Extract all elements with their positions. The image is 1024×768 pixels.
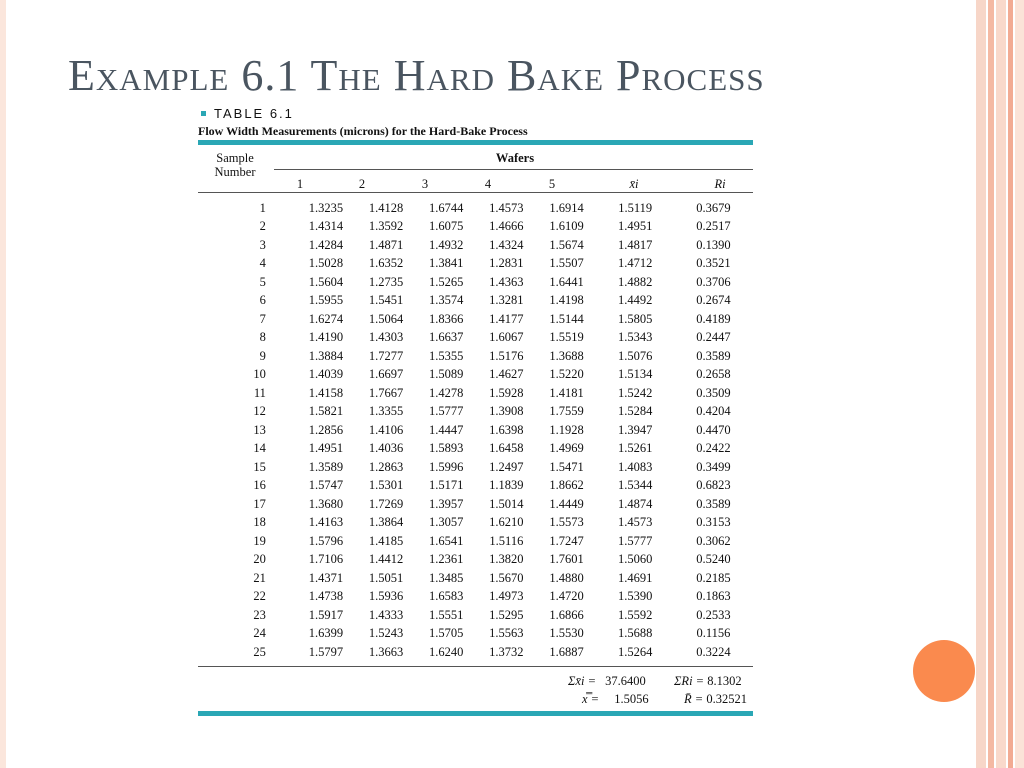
table-cell: 1.1839: [489, 478, 524, 493]
table-row: [198, 199, 753, 218]
table-cell: 1.7247: [549, 533, 584, 548]
table-row: [198, 384, 753, 403]
sum-range: ΣRi = 8.1302: [674, 673, 742, 688]
sample-number-cell: 17: [253, 496, 266, 511]
table-cell: 1.4324: [489, 237, 524, 252]
table-cell: 1.4720: [549, 589, 584, 604]
table-cell: 1.5284: [618, 404, 653, 419]
sample-number-cell: 7: [259, 311, 266, 326]
table-cell: 1.5119: [618, 200, 653, 215]
sample-number-cell: 22: [253, 589, 266, 604]
table-cell: 1.5777: [618, 533, 653, 548]
table-row: [198, 440, 753, 459]
table-row: [198, 347, 753, 366]
table-cell: 1.4190: [308, 330, 344, 345]
sample-number-cell: 1: [259, 200, 266, 215]
table-cell: 1.3680: [308, 496, 344, 511]
square-bullet-icon: [201, 111, 206, 116]
table-row: [198, 403, 753, 422]
table-row: [198, 218, 753, 237]
table-cell: 1.5670: [489, 570, 524, 585]
sample-number-cell: 2: [259, 219, 266, 234]
table-cell: 1.2856: [308, 422, 344, 437]
table-cell: 1.4083: [618, 459, 653, 474]
table-cell: 1.5028: [308, 256, 344, 271]
table-cell: 1.8662: [549, 478, 584, 493]
table-cell: 1.3281: [489, 293, 524, 308]
table-cell: 0.2185: [696, 570, 731, 585]
table-row: [198, 477, 753, 496]
table-cell: 0.5240: [696, 552, 731, 567]
table-cell: 1.7106: [308, 552, 344, 567]
table-cell: 1.6075: [429, 219, 464, 234]
table-cell: 1.5089: [429, 367, 464, 382]
table-cell: 1.4158: [308, 385, 344, 400]
table-cell: 1.8366: [429, 311, 464, 326]
table-cell: 1.4449: [549, 496, 584, 511]
table-cell: 1.4969: [549, 441, 584, 456]
table-cell: 1.3841: [429, 256, 464, 271]
sample-number-cell: 21: [253, 570, 266, 585]
table-cell: 0.1863: [696, 589, 731, 604]
table-cell: 0.2533: [696, 607, 731, 622]
table-cell: 1.4666: [489, 219, 524, 234]
table-cell: 1.6240: [429, 644, 464, 659]
table-cell: 0.2674: [696, 293, 731, 308]
table-cell: 1.6441: [549, 274, 584, 289]
orange-circle-decor: [913, 640, 975, 702]
table-cell: 1.6398: [489, 422, 524, 437]
sample-number-cell: 3: [259, 237, 266, 252]
rbar: R̄ = 0.32521: [684, 691, 747, 706]
table-cell: 1.5261: [618, 441, 653, 456]
table-cell: 1.4882: [618, 274, 653, 289]
table-row: [198, 532, 753, 551]
table-cell: 1.3057: [429, 515, 464, 530]
col-header-2: 2: [358, 177, 366, 191]
table-cell: 1.4932: [429, 237, 464, 252]
table-cell: 1.4447: [429, 422, 464, 437]
sample-number-cell: 19: [253, 533, 266, 548]
table-cell: 0.1390: [696, 237, 731, 252]
table-row: [198, 329, 753, 348]
table-cell: 1.6109: [549, 219, 584, 234]
table-cell: 1.4278: [429, 385, 464, 400]
sample-number-header: Sample Number: [214, 151, 256, 179]
table-cell: 1.7269: [368, 496, 404, 511]
table-row: [198, 514, 753, 533]
table-cell: 1.6744: [429, 200, 464, 215]
table-cell: 1.5451: [368, 293, 404, 308]
table-cell: 1.5265: [429, 274, 464, 289]
table-cell: 1.5242: [618, 385, 653, 400]
col-header-4: 4: [484, 177, 492, 191]
table-cell: 1.4712: [618, 256, 653, 271]
table-cell: 1.5344: [618, 478, 653, 493]
table-cell: 1.3574: [429, 293, 464, 308]
table-cell: 1.7277: [368, 348, 404, 363]
table-cell: 1.5936: [368, 589, 404, 604]
table-cell: 1.5051: [368, 570, 404, 585]
table-cell: 1.5295: [489, 607, 524, 622]
table-cell: 1.5797: [308, 644, 344, 659]
table-cell: 1.4973: [489, 589, 524, 604]
table-cell: 1.5060: [618, 552, 653, 567]
table-cell: 0.4470: [696, 422, 731, 437]
table-cell: 1.5747: [308, 478, 344, 493]
sample-number-cell: 11: [253, 385, 266, 400]
table-cell: 1.5507: [549, 256, 584, 271]
table-cell: 1.5551: [429, 607, 464, 622]
table-row: [198, 236, 753, 255]
table-cell: 1.4412: [368, 552, 404, 567]
table-cell: 1.3589: [308, 459, 344, 474]
table-row: [198, 495, 753, 514]
right-decor-stripes: [976, 0, 1024, 768]
table-cell: 1.4627: [489, 367, 524, 382]
table-cell: 1.4573: [618, 515, 653, 530]
table-row: [198, 255, 753, 274]
table-cell: 1.5264: [618, 644, 653, 659]
table-cell: 1.5805: [618, 311, 653, 326]
table-row: [198, 625, 753, 644]
table-row: [198, 292, 753, 311]
table-cell: 0.3589: [696, 496, 731, 511]
table-cell: 1.5893: [429, 441, 464, 456]
sample-number-cell: 18: [253, 515, 266, 530]
sample-number-cell: 9: [259, 348, 266, 363]
table-cell: 1.5604: [308, 274, 344, 289]
table-cell: 1.4951: [308, 441, 344, 456]
measurements-table: [198, 199, 753, 662]
sample-number-cell: 20: [253, 552, 266, 567]
table-cell: 1.5519: [549, 330, 584, 345]
table-cell: 1.4880: [549, 570, 584, 585]
table-row: [198, 606, 753, 625]
table-label: TABLE 6.1: [198, 106, 754, 122]
table-cell: 1.5955: [308, 293, 344, 308]
table-cell: 1.3732: [489, 644, 524, 659]
table-cell: 1.6637: [429, 330, 464, 345]
table-cell: 1.4284: [308, 237, 344, 252]
table-cell: 1.3235: [308, 200, 344, 215]
table-cell: 1.5220: [549, 367, 584, 382]
table-cell: 1.4871: [368, 237, 404, 252]
table-cell: 1.3592: [368, 219, 404, 234]
table-row: [198, 458, 753, 477]
table-cell: 1.4951: [618, 219, 653, 234]
table-cell: 0.3706: [696, 274, 731, 289]
table-cell: 1.5996: [429, 459, 464, 474]
col-header-3: 3: [421, 177, 429, 191]
table-cell: 1.6352: [368, 256, 404, 271]
sum-xbar: Σx̄i = 37.6400: [568, 673, 646, 688]
table-row: [198, 366, 753, 385]
col-header-xbar: x̄i: [629, 177, 639, 191]
table-cell: 0.2658: [696, 367, 731, 382]
table-cell: 1.5688: [618, 626, 653, 641]
table-cell: 1.2361: [429, 552, 464, 567]
table-cell: 1.4363: [489, 274, 524, 289]
table-cell: 0.2447: [696, 330, 731, 345]
grand-mean: x̿ = 1.5056: [582, 691, 649, 706]
col-header-5: 5: [548, 177, 556, 191]
table-summary: [198, 667, 753, 711]
table-cell: 1.5116: [489, 533, 524, 548]
table-cell: 1.5064: [368, 311, 404, 326]
table-row: [198, 273, 753, 292]
table-cell: 1.5471: [549, 459, 584, 474]
table-cell: 1.5796: [308, 533, 344, 548]
table-cell: 1.5390: [618, 589, 653, 604]
wafers-rule: [274, 169, 753, 170]
table-cell: 1.5144: [549, 311, 584, 326]
table-row: [198, 643, 753, 662]
table-cell: 1.4371: [308, 570, 344, 585]
table-cell: 0.3509: [696, 385, 731, 400]
table-cell: 1.4163: [308, 515, 344, 530]
table-cell: 1.2735: [368, 274, 404, 289]
sample-number-cell: 6: [259, 293, 266, 308]
table-cell: 0.1156: [696, 626, 731, 641]
sample-number-cell: 25: [253, 644, 266, 659]
table-cell: 1.5917: [308, 607, 344, 622]
sample-number-cell: 16: [253, 478, 266, 493]
table-cell: 0.3589: [696, 348, 731, 363]
table-cell: 0.3679: [696, 200, 731, 215]
table-cell: 1.4177: [489, 311, 524, 326]
table-cell: 1.3864: [368, 515, 404, 530]
table-cell: 0.6823: [696, 478, 731, 493]
table-cell: 1.5674: [549, 237, 584, 252]
table-cell: 1.4738: [308, 589, 344, 604]
table-cell: 1.5243: [368, 626, 404, 641]
table-cell: 1.5928: [489, 385, 524, 400]
table-cell: 1.4573: [489, 200, 524, 215]
sample-number-cell: 23: [253, 607, 266, 622]
table-cell: 1.3957: [429, 496, 464, 511]
table-cell: 1.3947: [618, 422, 653, 437]
table-row: [198, 310, 753, 329]
table-cell: 1.5014: [489, 496, 524, 511]
left-decor-rule: [0, 0, 6, 768]
table-row: [198, 588, 753, 607]
header-bottom-rule: [198, 192, 753, 193]
table-cell: 1.5705: [429, 626, 464, 641]
sample-number-cell: 13: [253, 422, 266, 437]
table-cell: 1.6887: [549, 644, 584, 659]
wafers-header: Wafers: [495, 151, 535, 165]
table-cell: 1.7601: [549, 552, 584, 567]
table-cell: 1.5592: [618, 607, 653, 622]
table-cell: 0.3499: [696, 459, 731, 474]
table-cell: 1.7559: [549, 404, 584, 419]
table-cell: 1.5343: [618, 330, 653, 345]
col-header-1: 1: [296, 177, 304, 191]
table-cell: 0.4204: [696, 404, 731, 419]
table-cell: 1.3663: [368, 644, 404, 659]
table-cell: 0.3153: [696, 515, 731, 530]
table-cell: 1.4874: [618, 496, 653, 511]
table-cell: 0.4189: [696, 311, 731, 326]
table-cell: 1.6274: [308, 311, 344, 326]
table-cell: 0.2517: [696, 219, 731, 234]
table-cell: 1.6914: [549, 200, 584, 215]
table-cell: 1.6458: [489, 441, 524, 456]
table-cell: 1.3908: [489, 404, 524, 419]
table-cell: 1.4039: [308, 367, 344, 382]
table-cell: 1.5573: [549, 515, 584, 530]
table-cell: 1.4492: [618, 293, 653, 308]
table-cell: 1.4817: [618, 237, 653, 252]
table-cell: 1.5076: [618, 348, 653, 363]
table-cell: 1.2863: [368, 459, 404, 474]
table-cell: 1.7667: [368, 385, 404, 400]
table-row: [198, 569, 753, 588]
table-cell: 1.4128: [368, 200, 404, 215]
table-cell: 1.4303: [368, 330, 404, 345]
sample-number-cell: 12: [253, 404, 266, 419]
table-cell: 1.5530: [549, 626, 584, 641]
table-cell: 1.4691: [618, 570, 653, 585]
col-header-range: Ri: [714, 177, 726, 191]
table-cell: 1.6067: [489, 330, 524, 345]
table-cell: 1.6210: [489, 515, 524, 530]
table-cell: 1.5176: [489, 348, 524, 363]
table-cell: 1.4185: [368, 533, 404, 548]
table-cell: 0.3224: [696, 644, 731, 659]
table-cell: 1.4333: [368, 607, 404, 622]
table-cell: 1.4036: [368, 441, 404, 456]
table-caption: Flow Width Measurements (microns) for the Hard-Bake Process: [198, 124, 528, 138]
table-figure: [198, 106, 754, 716]
sample-number-cell: 14: [253, 441, 266, 456]
table-cell: 1.6583: [429, 589, 464, 604]
table-cell: 1.3485: [429, 570, 464, 585]
table-cell: 1.3355: [368, 404, 404, 419]
table-cell: 1.5777: [429, 404, 464, 419]
sample-number-cell: 5: [259, 274, 266, 289]
table-cell: 1.6541: [429, 533, 464, 548]
table-cell: 1.4181: [549, 385, 584, 400]
table-cell: 1.1928: [549, 422, 584, 437]
sample-number-cell: 15: [253, 459, 266, 474]
table-cell: 1.3820: [489, 552, 524, 567]
table-row: [198, 421, 753, 440]
table-header: [198, 145, 753, 193]
table-cell: 1.5563: [489, 626, 524, 641]
slide-title: Example 6.1 The Hard Bake Process: [68, 51, 765, 100]
sample-number-cell: 4: [259, 256, 266, 271]
table-cell: 1.6697: [368, 367, 404, 382]
table-cell: 1.2497: [489, 459, 524, 474]
table-cell: 1.3884: [308, 348, 344, 363]
table-cell: 1.5134: [618, 367, 653, 382]
table-cell: 0.2422: [696, 441, 731, 456]
sample-number-cell: 10: [253, 367, 266, 382]
table-cell: 1.4314: [308, 219, 344, 234]
table-row: [198, 551, 753, 570]
table-cell: 0.3521: [696, 256, 731, 271]
table-cell: 1.3688: [549, 348, 584, 363]
table-cell: 1.6866: [549, 607, 584, 622]
sample-number-cell: 24: [253, 626, 266, 641]
table-cell: 1.2831: [489, 256, 524, 271]
table-cell: 1.4106: [368, 422, 404, 437]
table-cell: 1.5171: [429, 478, 464, 493]
table-cell: 1.4198: [549, 293, 584, 308]
table-cell: 1.5355: [429, 348, 464, 363]
table-cell: 0.3062: [696, 533, 731, 548]
sample-number-cell: 8: [259, 330, 266, 345]
table-cell: 1.5821: [308, 404, 344, 419]
table-cell: 1.6399: [308, 626, 344, 641]
table-cell: 1.5301: [368, 478, 404, 493]
table-bottom-rule: [198, 711, 753, 716]
